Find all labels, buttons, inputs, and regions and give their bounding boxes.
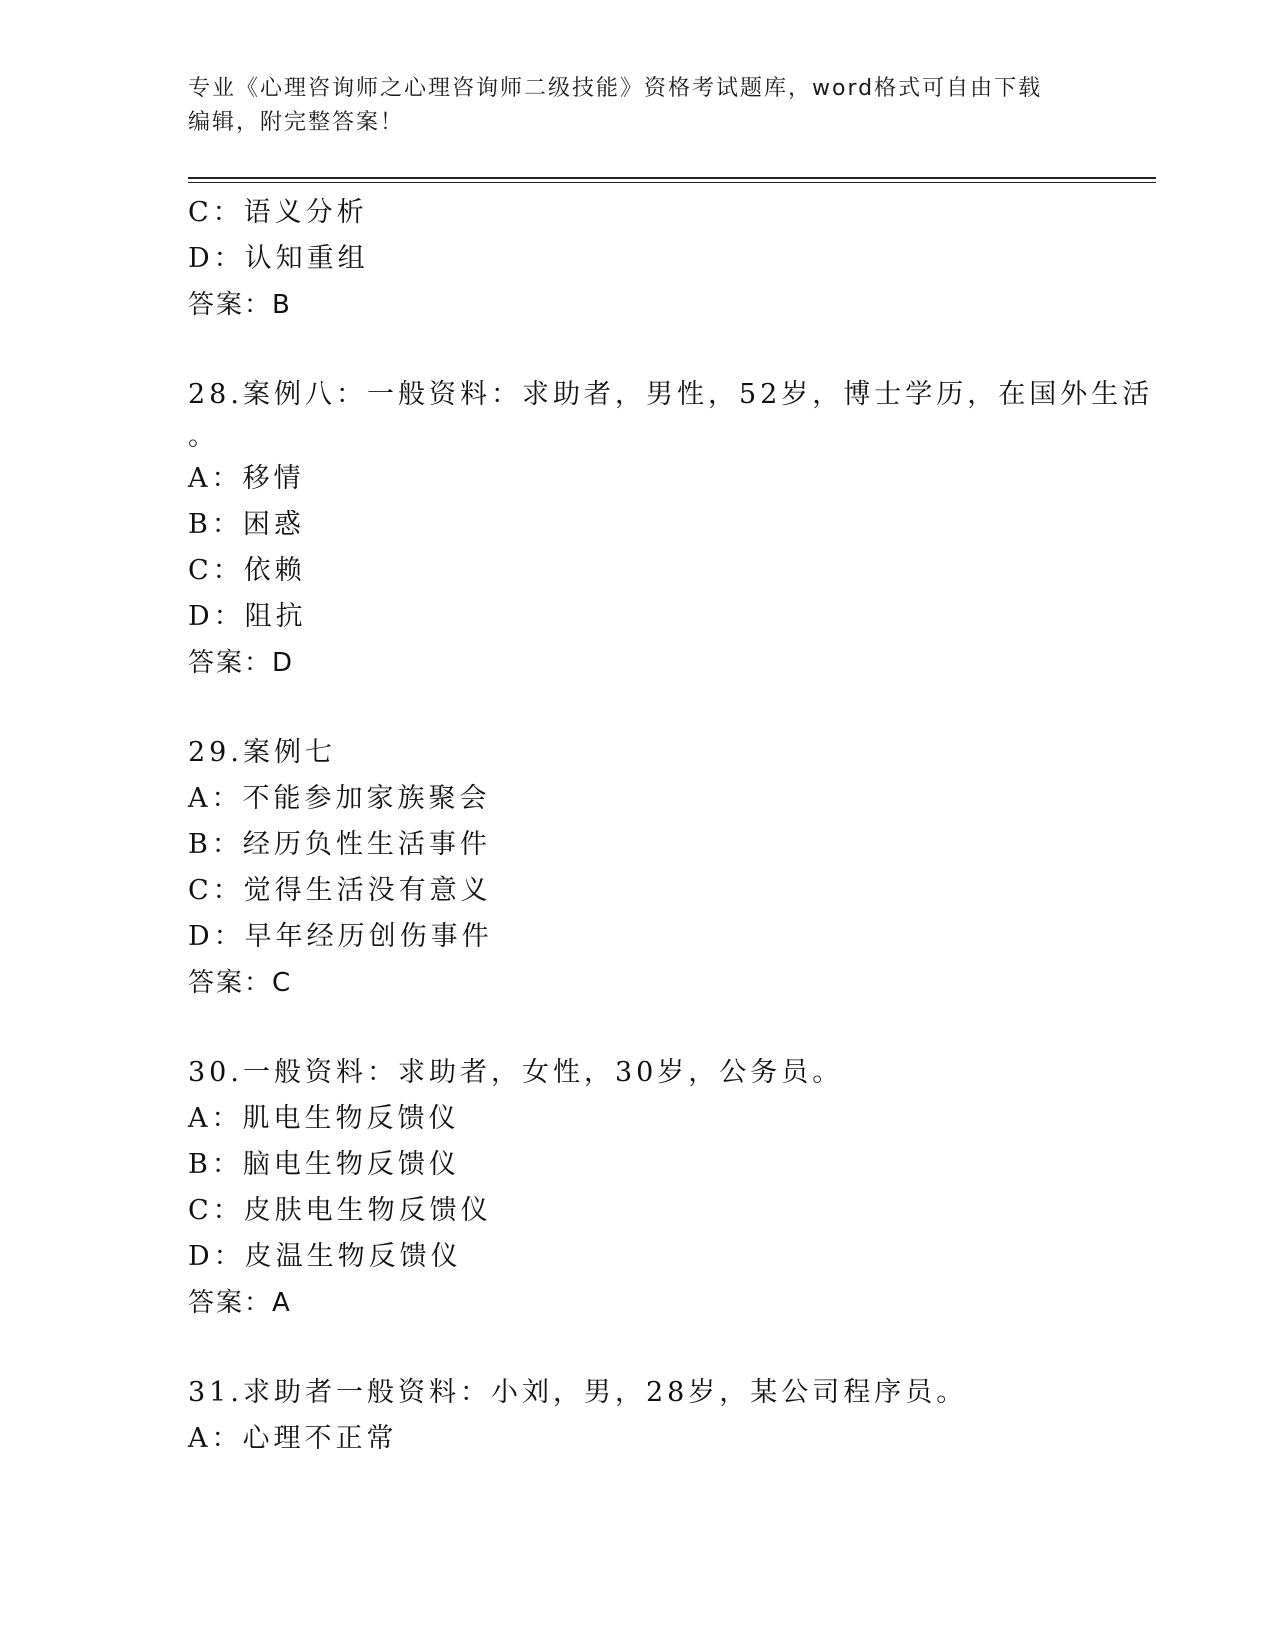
option-c: C：语义分析 xyxy=(188,197,368,228)
question-28 xyxy=(188,372,1154,686)
option-a: A：不能参加家族聚会 xyxy=(188,783,491,814)
question-list xyxy=(188,190,1154,1462)
document-header xyxy=(188,72,1088,140)
header-line-1: 专业《心理咨询师之心理咨询师二级技能》资格考试题库，word格式可自由下载 xyxy=(188,76,1043,101)
option-a: A：肌电生物反馈仪 xyxy=(188,1103,460,1134)
answer-line: 答案：A xyxy=(188,1288,292,1318)
option-d: D：认知重组 xyxy=(188,243,369,274)
question-stem-continuation: 。 xyxy=(188,421,219,452)
answer-line: 答案：B xyxy=(188,290,292,320)
option-a: A：心理不正常 xyxy=(188,1423,398,1454)
question-stem: 31.求助者一般资料：小刘，男，28岁，某公司程序员。 xyxy=(188,1377,968,1408)
question-31 xyxy=(188,1370,1148,1462)
option-b: B：困惑 xyxy=(188,509,305,540)
option-b: B：脑电生物反馈仪 xyxy=(188,1149,460,1180)
question-stem: 29.案例七 xyxy=(188,737,336,768)
option-c: C：依赖 xyxy=(188,555,306,586)
option-c: C：觉得生活没有意义 xyxy=(188,875,492,906)
option-b: B：经历负性生活事件 xyxy=(188,829,491,860)
header-rule-thin xyxy=(188,182,1156,183)
option-c: C：皮肤电生物反馈仪 xyxy=(188,1195,492,1226)
option-d: D：皮温生物反馈仪 xyxy=(188,1241,462,1272)
header-rule xyxy=(188,177,1156,179)
question-stem: 28.案例八：一般资料：求助者，男性，52岁，博士学历，在国外生活 xyxy=(188,379,1154,410)
header-line-2: 编辑，附完整答案！ xyxy=(188,110,405,135)
option-d: D：阻抗 xyxy=(188,601,307,632)
question-29 xyxy=(188,730,1148,1006)
question-stem: 30.一般资料：求助者，女性，30岁，公务员。 xyxy=(188,1057,844,1088)
question-30 xyxy=(188,1050,1148,1326)
question-27-tail xyxy=(188,190,1148,328)
option-a: A：移情 xyxy=(188,463,305,494)
option-d: D：早年经历创伤事件 xyxy=(188,921,493,952)
answer-line: 答案：D xyxy=(188,648,295,678)
answer-line: 答案：C xyxy=(188,968,293,998)
